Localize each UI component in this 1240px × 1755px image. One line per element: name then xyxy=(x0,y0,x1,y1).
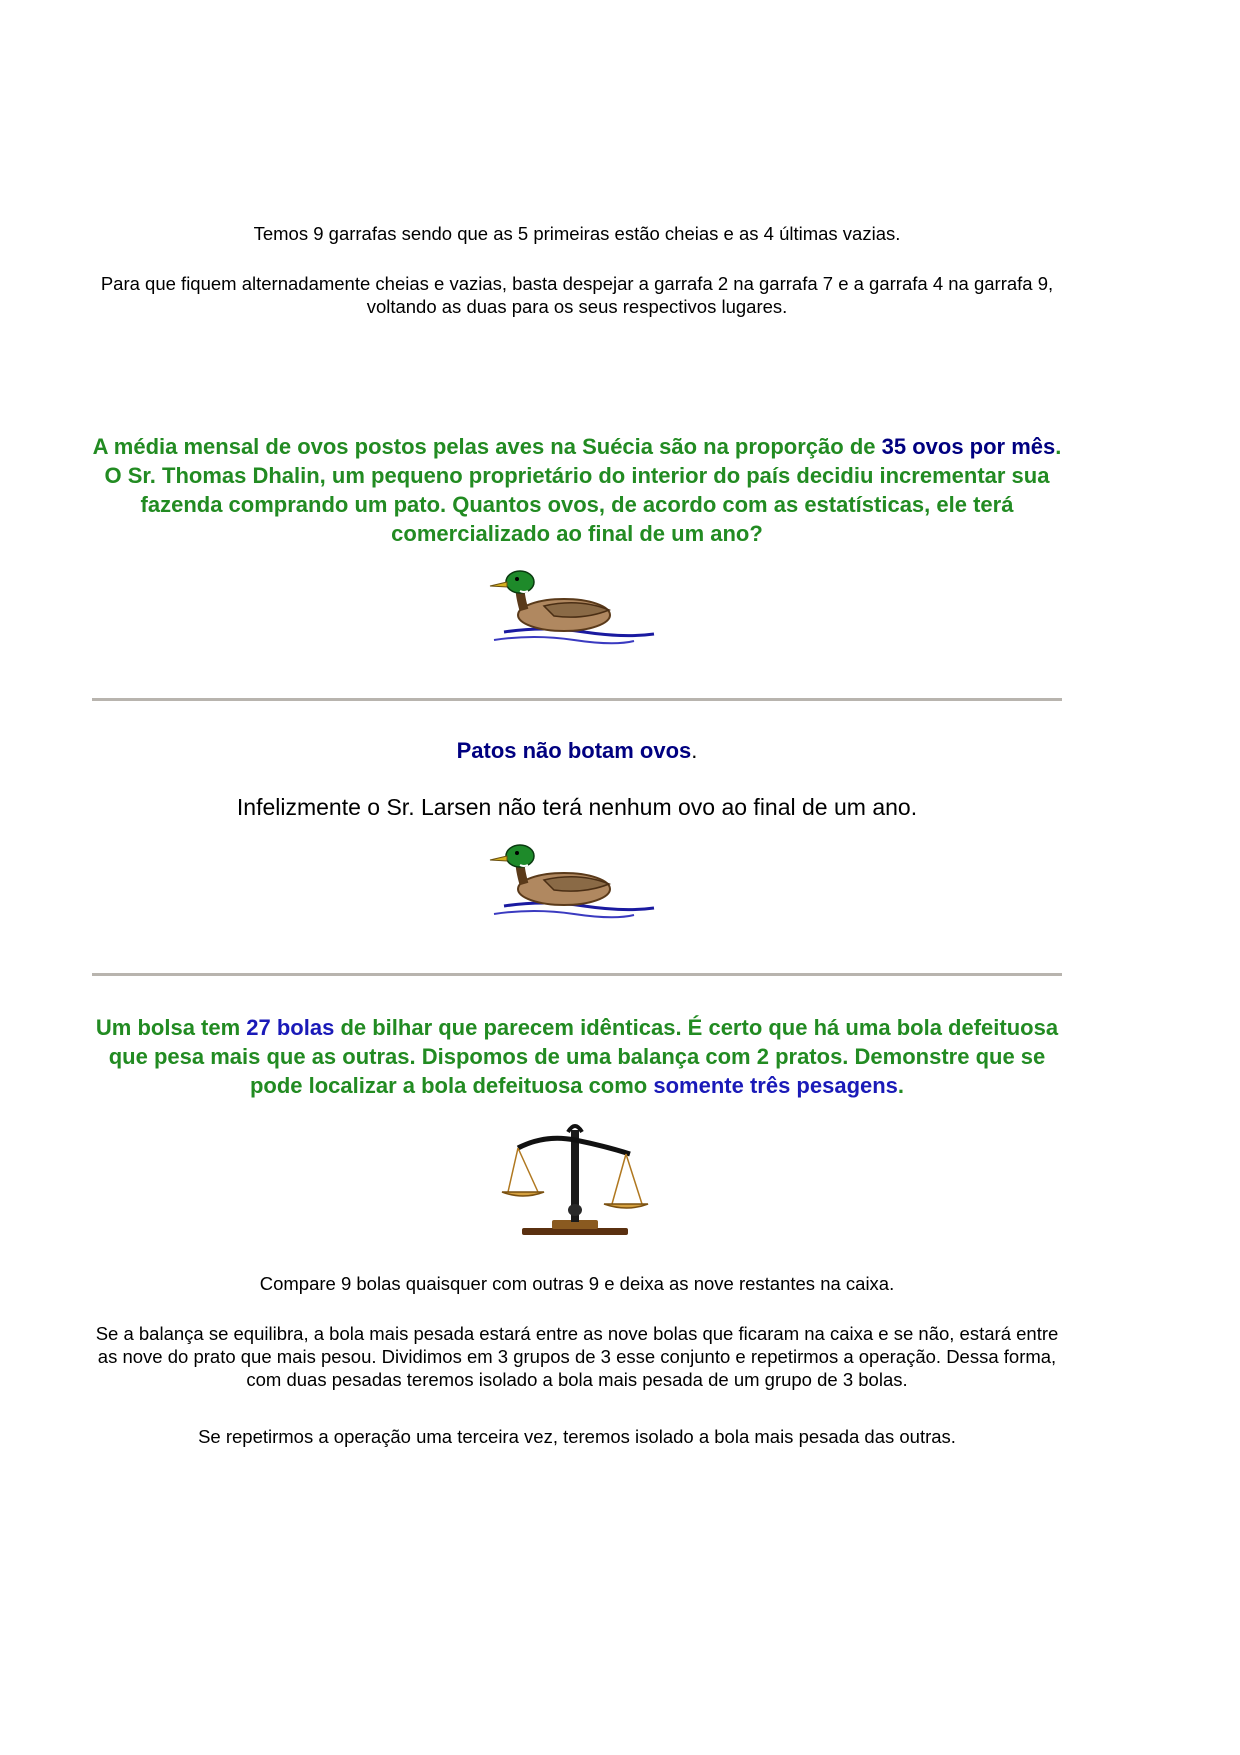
scale-knob xyxy=(568,1204,582,1216)
eggs-answer-headline-text: Patos não botam ovos xyxy=(456,738,692,763)
bottles-solution: Para que fiquem alternadamente cheias e vazias, basta despejar a garrafa 2 na garrafa 7 e a garrafa 4 na garrafa 9, voltando as duas para os seus respectivos lugares. xyxy=(100,273,1054,317)
eggs-question xyxy=(92,432,1062,548)
duck-head xyxy=(506,571,534,593)
balls-answer-p1: Compare 9 bolas quaisquer com outras 9 e deixa as nove restantes na caixa. xyxy=(259,1273,895,1294)
duck-beak xyxy=(490,582,507,587)
eggs-answer-headline-punct: . xyxy=(691,738,698,763)
eggs-answer-text: Infelizmente o Sr. Larsen não terá nenhum ovo ao final de um ano. xyxy=(236,794,918,820)
scale-pan-left xyxy=(502,1192,544,1196)
duck-eye xyxy=(515,851,519,855)
balls-answer-p3: Se repetirmos a operação uma terceira vez, teremos isolado a bola mais pesada das outras. xyxy=(198,1426,956,1447)
duck-image xyxy=(484,568,664,650)
scale-image xyxy=(500,1120,650,1242)
eggs-question-part1: A média mensal de ovos postos pelas aves na Suécia são na proporção de xyxy=(92,434,882,459)
water-line xyxy=(494,637,634,643)
balls-question-highlight2: somente três pesagens xyxy=(653,1073,898,1098)
duck-collar xyxy=(520,591,528,592)
balls-question-highlight1: 27 bolas xyxy=(246,1015,335,1040)
duck-beak xyxy=(490,856,507,861)
balls-question xyxy=(92,1013,1062,1100)
scale-pan-right xyxy=(604,1204,648,1208)
eggs-question-highlight: 35 ovos por mês xyxy=(881,434,1056,459)
duck-collar xyxy=(520,865,528,866)
duck-image xyxy=(484,842,664,924)
balls-answer-p2: Se a balança se equilibra, a bola mais pesada estará entre as nove bolas que ficaram na caixa e se não, estará entre as nove do prato que mais pesou. Dividimos em 3 grupos de 3 esse conjunto e repetirmos a operação. Dessa forma, com duas pesadas teremos isolado a bola mais pesada de um grupo de 3 bolas. xyxy=(95,1323,1059,1390)
duck-eye xyxy=(515,577,519,581)
bottles-intro: Temos 9 garrafas sendo que as 5 primeiras estão cheias e as 4 últimas vazias. xyxy=(253,223,901,244)
balls-question-part3: . xyxy=(897,1073,905,1098)
scale-chain-right xyxy=(612,1154,642,1204)
eggs-answer-headline xyxy=(92,738,1062,764)
balls-question-part2: de bilhar que parecem idênticas. É certo que há uma bola defeituosa que pesa mais que as outras. Dispomos de uma balança com 2 pratos. Demonstre que se pode localizar a bola defeituosa como xyxy=(108,1015,1059,1098)
scale-base xyxy=(522,1228,628,1235)
section-divider xyxy=(92,973,1062,976)
eggs-question-part2: . O Sr. Thomas Dhalin, um pequeno proprietário do interior do país decidiu incrementar sua fazenda comprando um pato. Quantos ovos, de acordo com as estatísticas, ele terá comercializado ao final de um ano? xyxy=(104,434,1062,546)
water-line xyxy=(494,911,634,917)
balls-question-part1: Um bolsa tem xyxy=(95,1015,247,1040)
scale-chain-left xyxy=(508,1148,538,1192)
duck-head xyxy=(506,845,534,867)
section-divider xyxy=(92,698,1062,701)
